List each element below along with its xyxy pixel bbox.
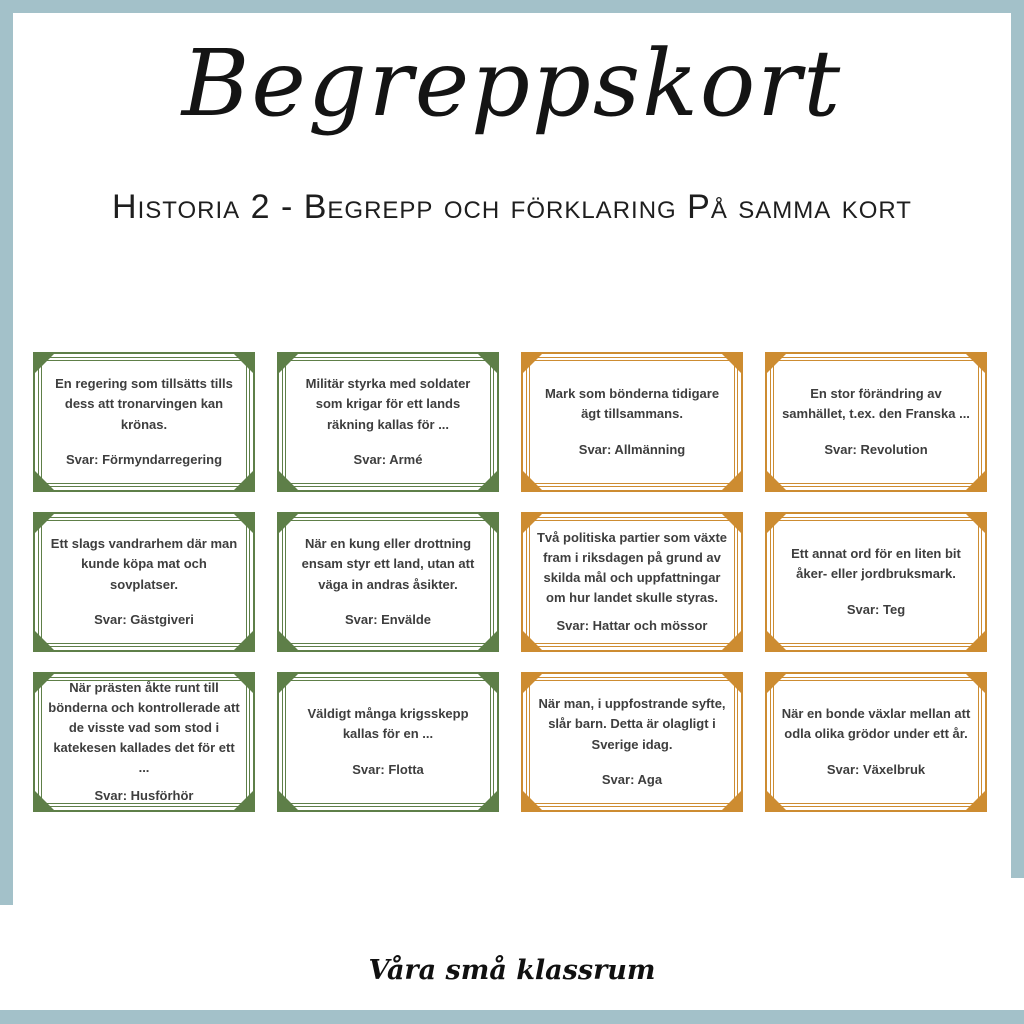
card-question: När en kung eller drottning ensam styr ett land, utan att väga in andras åsikter.	[301, 536, 475, 592]
page-border-top	[0, 0, 1024, 13]
flashcard-2	[277, 352, 499, 492]
card-question: När en bonde växlar mellan att odla olika grödor under ett år.	[781, 706, 971, 742]
card-question: Två politiska partier som växte fram i riksdagen på grund av skilda mål och uppfattningar om hur landet skulle styras.	[536, 529, 728, 606]
card-question: När prästen åkte runt till bönderna och kontrollerade att de visste vad som stod i katekesen kallades det för ett ...	[48, 679, 240, 776]
flashcard-7	[521, 512, 743, 652]
card-question: Mark som bönderna tidigare ägt tillsammans.	[544, 386, 720, 422]
card-question: När man, i uppfostrande syfte, slår barn. Detta är olagligt i Sverige idag.	[538, 696, 726, 752]
flashcard-12	[765, 672, 987, 812]
flashcard-4	[765, 352, 987, 492]
card-question: Ett slags vandrarhem där man kunde köpa mat och sovplatser.	[50, 536, 238, 592]
card-answer: Svar: Revolution	[824, 441, 928, 457]
flashcard-11	[521, 672, 743, 812]
card-answer: Svar: Husförhör	[94, 788, 194, 804]
card-answer: Svar: Armé	[353, 451, 423, 467]
flashcard-5	[33, 512, 255, 652]
cards-grid	[33, 352, 987, 812]
card-answer: Svar: Teg	[846, 601, 906, 617]
page-title: Begreppskort	[181, 30, 843, 137]
card-question: En stor förändring av samhället, t.ex. den Franska ...	[782, 386, 970, 422]
card-question: Militär styrka med soldater som krigar för ett lands räkning kallas för ...	[305, 376, 471, 432]
flashcard-6	[277, 512, 499, 652]
card-answer: Svar: Aga	[601, 771, 663, 787]
card-question: Ett annat ord för en liten bit åker- eller jordbruksmark.	[791, 546, 961, 582]
card-answer: Svar: Gästgiveri	[94, 611, 194, 627]
flashcard-3	[521, 352, 743, 492]
card-question: En regering som tillsätts tills dess att tronarvingen kan krönas.	[55, 376, 233, 432]
card-answer: Svar: Flotta	[352, 761, 424, 777]
card-answer: Svar: Växelbruk	[826, 761, 926, 777]
flashcard-9	[33, 672, 255, 812]
footer-logo-text: Våra små klassrum	[368, 955, 656, 986]
flashcard-1	[33, 352, 255, 492]
flashcard-10	[277, 672, 499, 812]
card-question: Väldigt många krigsskepp kallas för en ...	[307, 706, 469, 742]
flashcard-8	[765, 512, 987, 652]
card-answer: Svar: Envälde	[345, 611, 431, 627]
card-answer: Svar: Allmänning	[578, 441, 686, 457]
card-answer: Svar: Förmyndarregering	[65, 451, 223, 467]
page-subtitle: Historia 2 - Begrepp och förklaring På samma kort	[112, 188, 912, 226]
page-border-bottom	[0, 1010, 1024, 1024]
card-answer: Svar: Hattar och mössor	[556, 618, 708, 634]
